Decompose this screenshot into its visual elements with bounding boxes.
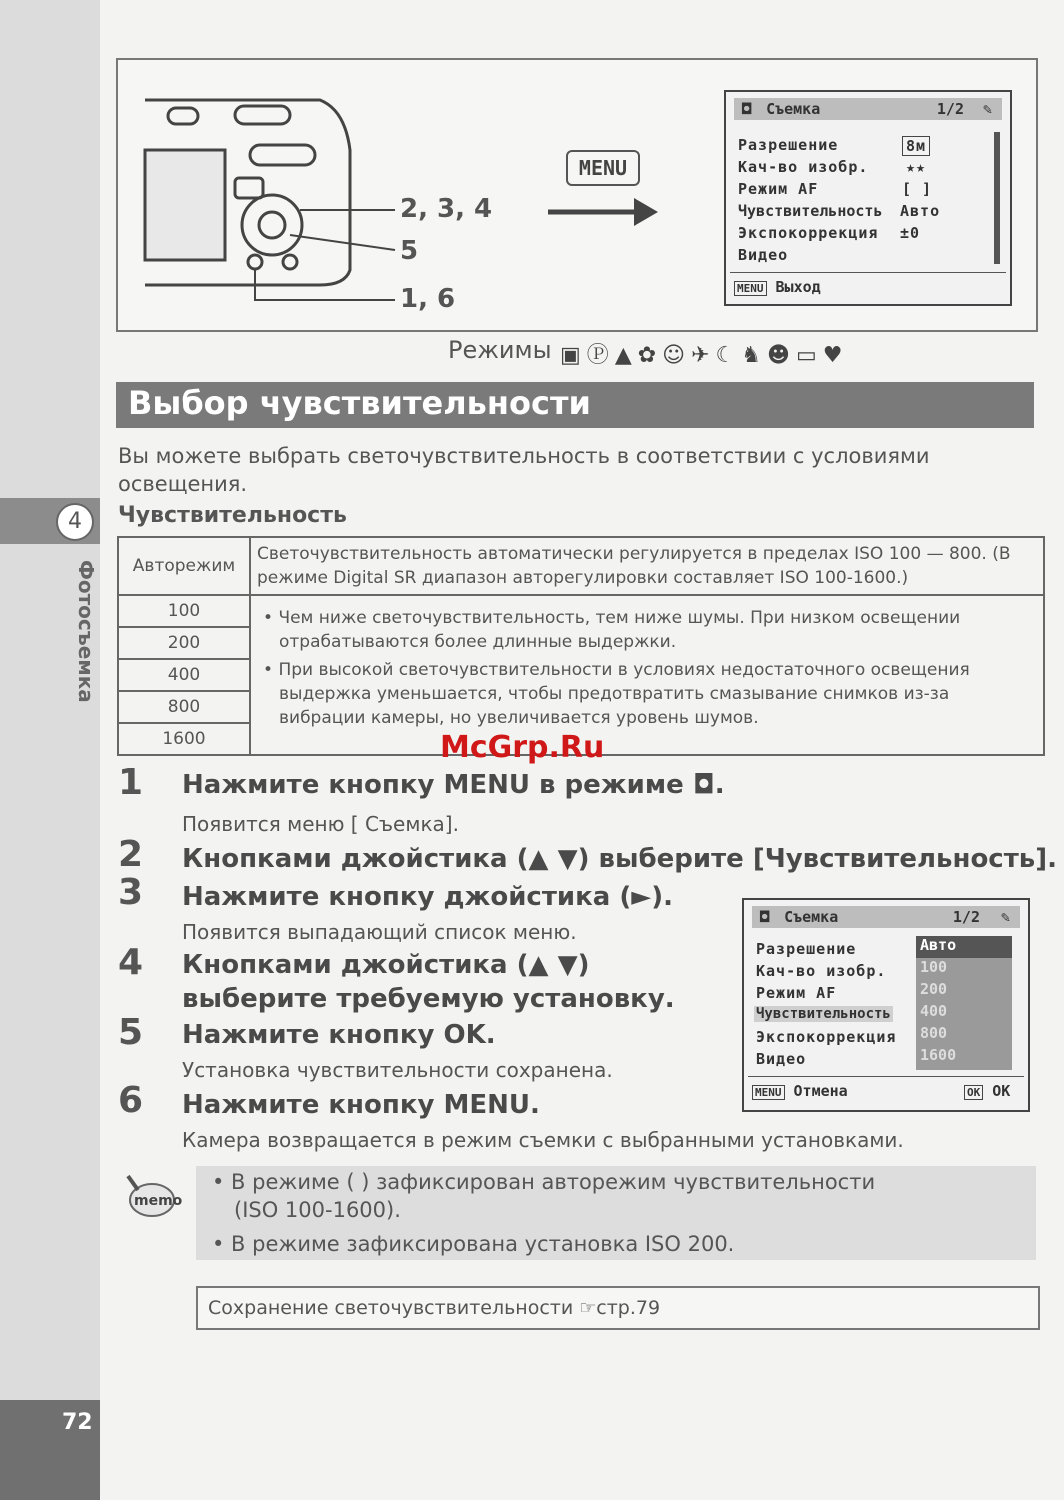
lcd-row-label: Видео xyxy=(756,1050,807,1068)
night-icon: ☾ xyxy=(715,343,742,368)
camera-icon: ◘. xyxy=(692,770,725,800)
lcd-option: 200 xyxy=(920,980,948,998)
panorama-icon: ▭ xyxy=(795,343,823,368)
auto-pict-icon: ▣ xyxy=(560,343,587,368)
chapter-number: 4 xyxy=(56,503,94,541)
list-item: • При высокой светочувствительности в условиях недостаточного освещения выдержка уменьшается, чтобы предотвратить смазывание снимков из-за вибрации камеры, но увеличивается уровень шумов. xyxy=(263,660,970,728)
lcd-header xyxy=(752,906,1020,928)
lcd-option: 1600 xyxy=(920,1046,957,1064)
lcd-row-value: Авто xyxy=(900,202,941,220)
favorite-icon: ♥ xyxy=(822,343,849,368)
lcd-option: 400 xyxy=(920,1002,948,1020)
lcd-row-label: Видео xyxy=(738,246,789,264)
kids-icon: ♞ xyxy=(741,343,768,368)
step-note: Появится выпадающий список меню. xyxy=(182,920,577,944)
menu-key-badge: MENU xyxy=(752,1085,785,1100)
camera-icon: ◘ xyxy=(742,100,752,118)
lcd-row-label: Режим AF xyxy=(756,984,837,1002)
table-cell-iso: 400 xyxy=(118,659,250,691)
lcd-option: 800 xyxy=(920,1024,948,1042)
sidebar xyxy=(0,0,100,1500)
callout-label: 5 xyxy=(400,236,419,266)
sport-icon: ✈ xyxy=(691,343,716,368)
lcd-row-value: ★★ xyxy=(906,158,927,176)
chapter-title: Фотосъемка xyxy=(74,560,98,703)
arrow-right-icon xyxy=(546,192,666,232)
step-title-cont: выберите требуемую установку. xyxy=(182,984,675,1014)
lcd-row-label: Разрешение xyxy=(738,136,839,154)
table-cell-iso: 1600 xyxy=(118,723,250,755)
lcd-screen-dropdown xyxy=(742,898,1030,1112)
table-cell-iso: 100 xyxy=(118,595,250,627)
memo-line: • В режиме зафиксирована установка ISO 200. xyxy=(212,1232,735,1256)
step-title: Нажмите кнопку MENU. xyxy=(182,1090,540,1120)
lcd-screen-menu xyxy=(724,90,1012,306)
modes-label: Режимы xyxy=(448,336,552,364)
lcd-row-value: 8м xyxy=(902,136,930,156)
step-title: Нажмите кнопку OK. xyxy=(182,1020,496,1050)
memo-line: (ISO 100-1600). xyxy=(234,1198,401,1222)
lcd-page: 1/2 xyxy=(952,908,980,926)
table-cell-auto-desc: Светочувствительность автоматически регулируется в пределах ISO 100 — 800. (В режиме Digital SR диапазон авторегулировки составляет ISO 100-1600.) xyxy=(250,537,1044,595)
callout-label: 2, 3, 4 xyxy=(400,194,493,224)
step-title: Кнопками джойстика (▲ ▼) xyxy=(182,950,590,980)
memo-icon xyxy=(124,1172,183,1220)
ok-key-badge: OK xyxy=(964,1085,983,1100)
camera-icon: ◘ xyxy=(760,908,770,926)
flower-icon: ✿ xyxy=(637,343,663,368)
lcd-row-value: [ ] xyxy=(902,180,933,198)
reference-box xyxy=(196,1286,1040,1330)
lcd-header-title: Съемка xyxy=(766,100,821,118)
step-number: 2 xyxy=(118,834,144,875)
lcd-row-label: Экспокоррекция xyxy=(738,224,879,242)
pet-icon: ☻ xyxy=(767,343,796,368)
lcd-row-label: Кач-во изобр. xyxy=(756,962,887,980)
lcd-header xyxy=(734,98,1002,120)
camera-figure xyxy=(116,58,1038,332)
camera-illustration-icon xyxy=(140,90,410,330)
wrench-icon: ✎ xyxy=(1000,908,1010,926)
section-title: Выбор чувствительности xyxy=(128,384,591,422)
lcd-row-label: Кач-во изобр. xyxy=(738,158,869,176)
lcd-row-label: Режим AF xyxy=(738,180,819,198)
step-number: 3 xyxy=(118,872,144,913)
step-title: Нажмите кнопку MENU в режиме ◘. xyxy=(182,770,725,800)
step-number: 4 xyxy=(118,942,144,983)
page-number: 72 xyxy=(62,1410,93,1435)
menu-key-label: MENU xyxy=(566,150,640,186)
step-title: Кнопками джойстика (▲ ▼) выберите [Чувствительность]. xyxy=(182,844,1057,874)
mode-icons-row xyxy=(560,338,848,369)
table-heading: Чувствительность xyxy=(118,503,347,528)
step-note: Установка чувствительности сохранена. xyxy=(182,1058,613,1082)
watermark: McGrp.Ru xyxy=(440,730,605,765)
list-item: • Чем ниже светочувствительность, тем ниже шумы. При низком освещении отрабатываются более длинные выдержки. xyxy=(263,608,961,652)
table-cell-iso: 200 xyxy=(118,627,250,659)
table-cell-iso-desc xyxy=(250,595,1044,755)
step-number: 1 xyxy=(118,762,144,803)
table-row xyxy=(118,595,1044,627)
lcd-footer-label: Отмена xyxy=(793,1082,848,1100)
callout-label: 1, 6 xyxy=(400,284,456,314)
lcd-option: 100 xyxy=(920,958,948,976)
lcd-row-label-selected: Чувствительность xyxy=(756,1006,891,1022)
reference-link[interactable]: Сохранение светочувствительности ☞стр.79 xyxy=(208,1297,661,1319)
table-row xyxy=(118,537,1044,595)
step-title: Нажмите кнопку джойстика (►). xyxy=(182,882,674,912)
landscape-icon: ▲ xyxy=(614,343,638,368)
lcd-option-selected: Авто xyxy=(916,936,1012,958)
program-icon: Ⓟ xyxy=(586,343,615,368)
step-number: 6 xyxy=(118,1080,144,1121)
svg-text:memo: memo xyxy=(134,1193,183,1209)
lcd-dropdown-list xyxy=(916,936,1012,1070)
wrench-icon: ✎ xyxy=(982,100,992,118)
step-number: 5 xyxy=(118,1012,144,1053)
memo-line: • В режиме ( ) зафиксирован авторежим чувствительности xyxy=(212,1170,876,1194)
lcd-header-title: Съемка xyxy=(784,908,839,926)
step-note: Камера возвращается в режим съемки с выбранными установками. xyxy=(182,1128,904,1152)
menu-key-badge: MENU xyxy=(734,281,767,296)
lcd-ok-label: OK xyxy=(992,1082,1011,1100)
lcd-row-label: Разрешение xyxy=(756,940,857,958)
lcd-row-label: Экспокоррекция xyxy=(756,1028,897,1046)
iso-table xyxy=(117,536,1045,756)
lcd-row-label: Чувствительность xyxy=(738,202,883,220)
lcd-page: 1/2 xyxy=(936,100,964,118)
lcd-scrollbar xyxy=(994,132,1000,264)
lcd-footer-label: Выход xyxy=(775,278,821,296)
table-cell-iso: 800 xyxy=(118,691,250,723)
lcd-row-value: ±0 xyxy=(900,224,921,242)
step-note: Появится меню [ Съемка]. xyxy=(182,812,459,836)
table-cell-auto: Авторежим xyxy=(118,537,250,595)
portrait-icon: ☺ xyxy=(662,343,692,368)
intro-text: Вы можете выбрать светочувствительность в соответствии с условиями освещения. xyxy=(118,444,930,496)
